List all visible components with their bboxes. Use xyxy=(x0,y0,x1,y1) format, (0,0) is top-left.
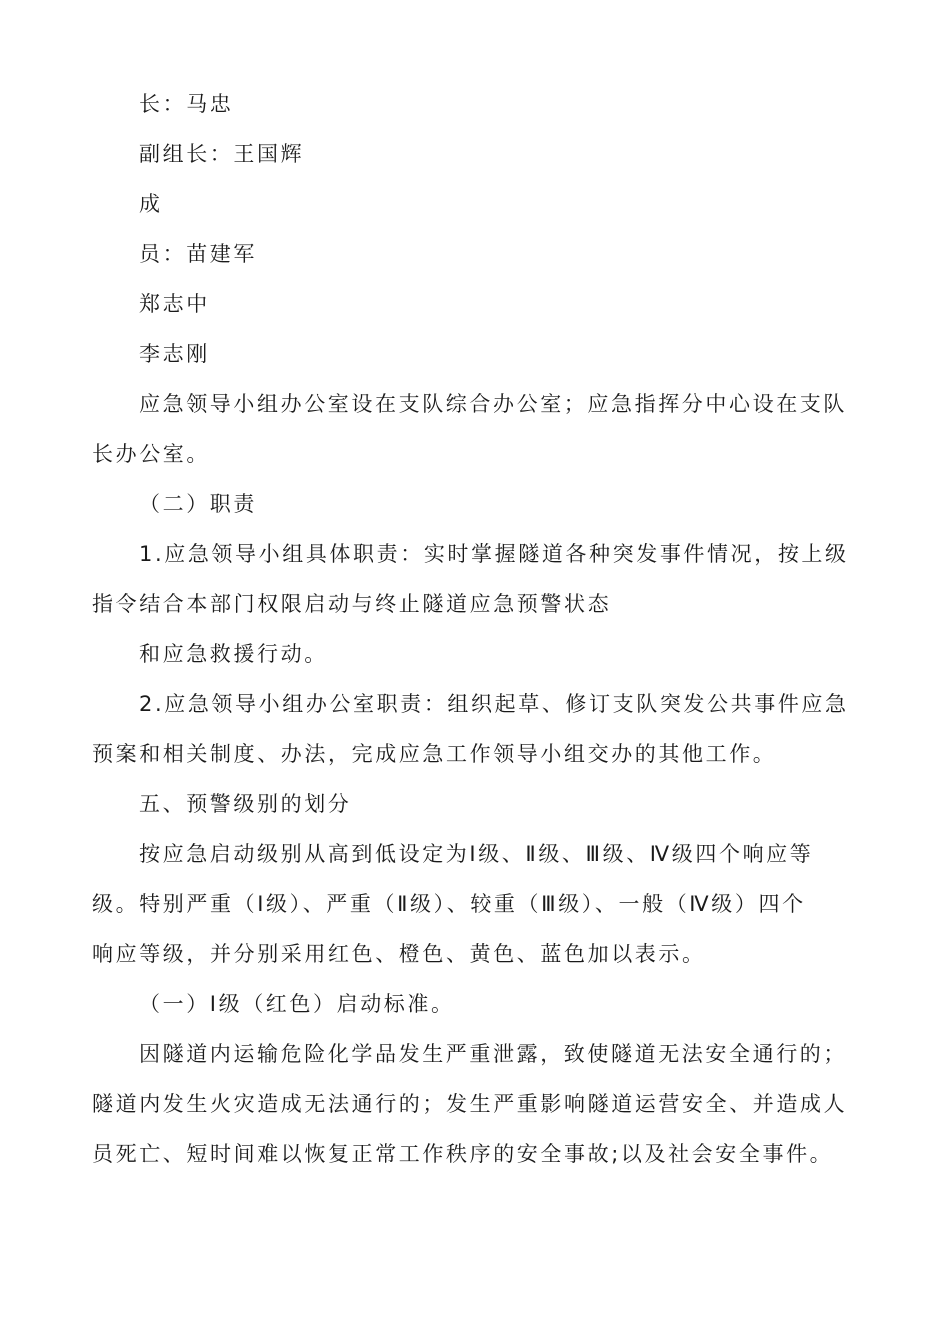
member-line-member-1: 员：苗建军 xyxy=(139,242,257,266)
level-1-heading: （一）Ⅰ级（红色）启动标准。 xyxy=(139,992,455,1016)
duty-heading: （二）职责 xyxy=(139,492,257,516)
level-paragraph-line-3: 响应等级，并分别采用红色、橙色、黄色、蓝色加以表示。 xyxy=(92,942,706,966)
office-paragraph-line-2: 长办公室。 xyxy=(92,442,210,466)
duty-1-line-2: 指令结合本部门权限启动与终止隧道应急预警状态 xyxy=(92,592,612,616)
level-paragraph-line-2: 级。特别严重（Ⅰ级）、严重（Ⅱ级）、较重（Ⅲ级）、一般（Ⅳ级）四个 xyxy=(92,892,806,916)
member-line-member-3: 李志刚 xyxy=(139,342,210,366)
member-line-members-label: 成 xyxy=(139,192,163,216)
duty-1-line-1: 1.应急领导小组具体职责：实时掌握隧道各种突发事件情况，按上级 xyxy=(139,542,849,566)
office-paragraph-line-1: 应急领导小组办公室设在支队综合办公室；应急指挥分中心设在支队 xyxy=(139,392,847,416)
member-line-member-2: 郑志中 xyxy=(139,292,210,316)
member-line-leader: 长：马忠 xyxy=(139,92,234,116)
duty-2-line-1: 2.应急领导小组办公室职责：组织起草、修订支队突发公共事件应急 xyxy=(139,692,849,716)
member-line-deputy: 副组长：王国辉 xyxy=(139,142,305,166)
section-5-heading: 五、预警级别的划分 xyxy=(139,792,352,816)
duty-2-line-2: 预案和相关制度、办法，完成应急工作领导小组交办的其他工作。 xyxy=(92,742,777,766)
level-paragraph-line-1: 按应急启动级别从高到低设定为Ⅰ级、Ⅱ级、Ⅲ级、Ⅳ级四个响应等 xyxy=(139,842,814,866)
level-1-paragraph-line-2: 隧道内发生火灾造成无法通行的；发生严重影响隧道运营安全、并造成人 xyxy=(92,1092,848,1116)
duty-1-line-3: 和应急救援行动。 xyxy=(139,642,328,666)
level-1-paragraph-line-3: 员死亡、短时间难以恢复正常工作秩序的安全事故;以及社会安全事件。 xyxy=(92,1142,834,1166)
level-1-paragraph-line-1: 因隧道内运输危险化学品发生严重泄露，致使隧道无法安全通行的； xyxy=(139,1042,847,1066)
